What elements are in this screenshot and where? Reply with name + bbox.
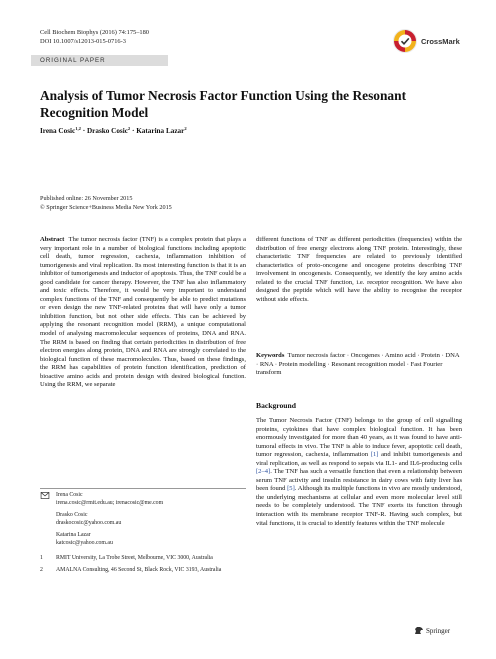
abstract-label: Abstract — [40, 236, 65, 243]
affiliation-entry — [40, 567, 246, 575]
crossmark-label: CrossMark — [421, 36, 460, 46]
abstract-text: The tumor necrosis factor (TNF) is a complex protein that plays a very important role in a number of biological functions including apoptotic cell death, tumor regression, cachexia, inflammation inhibition of tumorigenesis and viral replication. Its most interesting function is that it is an inhibitor of tumorigenesis and inductor of apoptosis. Thus, the TNF could be a good candidate for cancer therapy. However, the TNF has also inflammatory and toxic effects. Therefore, it would be very important to understand complex functions of the TNF and consequently be able to predict mutations or even design the new TNF-related proteins that will have only a tumor inhibition function, but not other side effects. This can be achieved by applying the resonant recognition model (RRM), a unique computational model of analysing macromolecular sequences of proteins, DNA and RNA. The RRM is based on finding that certain periodicities in distribution of free electron energies along protein, DNA and RNA are strongly correlated to the biological function of these macromolecules. Thus, based on these findings, the RRM has capabilities of protein function identification, prediction of bioactive amino acids and protein design with desired biological function. Using the RRM, we separate — [40, 236, 247, 389]
body-text: and inhibit tumorigenesis and viral replication, as well as respond to sepsis via IL1- and IL6-producing cells — [256, 451, 462, 467]
crossmark-icon — [392, 28, 418, 54]
affiliation-entry — [40, 555, 246, 563]
author-name[interactable]: Drasko Cosic — [86, 127, 128, 135]
body-text: The Tumor Necrosis Factor (TNF) belongs to the group of cell signalling proteins, cytokines that have complex biological function. It has been enormously investigated for more than 40 years, as it was found to have anti-tumoral effects in vivo. The TNF is able to induce fever, apoptotic cell death, tumor regression, cachexia, inflammation — [256, 417, 462, 459]
citation-link[interactable]: [2–4] — [256, 468, 271, 476]
author-separator: · — [80, 127, 87, 135]
envelope-icon — [40, 492, 50, 499]
affiliation-text: RMIT University, La Trobe Street, Melbourne, VIC 3000, Australia — [56, 554, 213, 561]
author-separator: · — [130, 127, 137, 135]
author-name[interactable]: Katarina Lazar — [136, 127, 185, 135]
correspondence-email[interactable]: irena.cosic@rmit.edu.au; irenacosic@me.com — [56, 499, 164, 506]
affiliation-number: 1 — [40, 554, 43, 561]
correspondence-block — [40, 532, 246, 547]
footnotes — [40, 492, 246, 580]
section-heading-background: Background — [256, 401, 296, 410]
crossmark-badge[interactable] — [392, 28, 460, 54]
citation-link[interactable]: [5] — [287, 485, 295, 493]
copyright: © Springer Science+Business Media New York 2015 — [40, 203, 172, 211]
author-name[interactable]: Irena Cosic — [40, 127, 76, 135]
springer-horse-icon — [414, 626, 424, 635]
correspondence-name: Irena Cosic — [56, 492, 83, 498]
publisher-name: Springer — [426, 626, 451, 635]
journal-header — [40, 28, 149, 46]
publisher-logo — [414, 626, 450, 635]
abstract — [40, 236, 246, 390]
publication-info — [40, 195, 172, 212]
affiliation-number: 2 — [40, 567, 43, 574]
correspondence-email[interactable]: draskocosic@yahoo.com.au — [56, 519, 122, 526]
correspondence-entry — [40, 492, 246, 500]
author-list — [40, 126, 187, 135]
correspondence-name: Drasko Cosic — [56, 512, 88, 519]
correspondence-block — [40, 512, 246, 527]
author-affiliation-mark: 2 — [184, 126, 187, 131]
article-title: Analysis of Tumor Necrosis Factor Function Using the Resonant Recognition Model — [40, 88, 407, 120]
correspondence-block — [40, 492, 246, 507]
keywords-label: Keywords — [256, 352, 285, 359]
correspondence-name: Katarina Lazar — [56, 532, 91, 539]
abstract-continuation: different functions of TNF as different periodicities (frequencies) within the distribution of free energy electrons along TNF protein. Interestingly, these characteristic TNF frequencies are related to previously identified characteristics of proto-oncogene and oncogene proteins describing TNF involvement in oncogenesis. Consequently, we identify the key amino acids related to the crucial TNF function, i.e. receptor recognition. We have also designed the peptide which will have the ability to recognise the receptor without side effects. — [256, 236, 462, 303]
doi[interactable]: DOI 10.1007/s12013-015-0716-3 — [40, 38, 126, 45]
footnote-divider — [40, 488, 246, 489]
published-date: Published online: 26 November 2015 — [40, 195, 133, 202]
citation-link[interactable]: [1] — [370, 451, 379, 459]
keywords — [256, 352, 462, 378]
body-text: . The TNF has such a versatile function that even a relationship between serum TNF activity and insulin resistance in dairy cows with fatty liver has been found — [256, 468, 462, 493]
body-text: . Although its multiple functions in vivo are mostly understood, the underlying mechanisms at cellular and even more molecular level still needs to be completely understood. The TNF exerts its function through interaction with its membrane receptor TNF-R. Having such complex, but vital functions, it is crucial to identify features within the TNF molecule — [256, 485, 463, 527]
journal-citation: Cell Biochem Biophys (2016) 74:175–180 — [40, 29, 149, 36]
correspondence-email[interactable]: katcosic@yahoo.com.au — [56, 539, 113, 546]
background-text — [256, 417, 462, 528]
affiliation-text: AMALNA Consulting, 46 Second St, Black Rock, VIC 3193, Australia — [56, 567, 222, 574]
paper-type-banner: ORIGINAL PAPER — [31, 55, 168, 66]
keywords-text: Tumor necrosis factor · Oncogenes · Amino acid · Protein · DNA · RNA · Protein modelling · Resonant recognition model · Fast Fourier transform — [256, 352, 460, 377]
author-affiliation-mark: 1,2 — [75, 126, 81, 131]
author-affiliation-mark: 2 — [127, 126, 131, 131]
